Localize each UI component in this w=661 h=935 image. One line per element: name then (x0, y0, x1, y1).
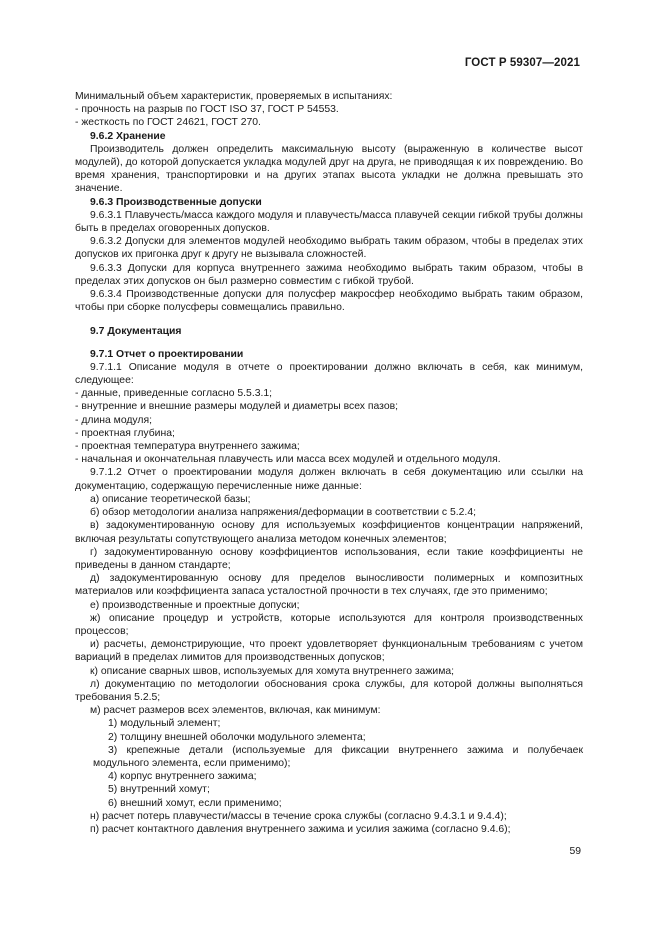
text-line: 9.7.1.2 Отчет о проектировании модуля должен включать в себя документацию или ссылки на документацию, содержащую перечисленные ниже данные: (75, 467, 583, 492)
text-line: 6) внешний хомут, если применимо; (108, 797, 282, 809)
text-line: Производитель должен определить максимальную высоту (выраженную в количестве высот модулей), до которой допускается укладка модулей друг на друга, не приводящая к их повреждению. Во время хранения, транспортировки и на других этапах высота укладки не должна превышать это значение. (75, 143, 583, 195)
text-line: д) задокументированную основу для пределов выносливости полимерных и композитных материалов или коэффициента запаса усталостной прочности в тех случаях, где это применимо; (75, 573, 583, 598)
text-line: 9.6.3.2 Допуски для элементов модулей необходимо выбрать таким образом, чтобы в пределах этих допусков их пригонка друг к другу не вызывала сложностей. (75, 236, 583, 261)
text-line: 9.6.3.1 Плавучесть/масса каждого модуля и плавучесть/масса плавучей секции гибкой трубы должны быть в пределах оговоренных допусков. (75, 209, 583, 235)
text-line: к) описание сварных швов, используемых для хомута внутреннего зажима; (90, 665, 455, 677)
text-line: - длина модуля; (75, 414, 152, 426)
text-line: 4) корпус внутреннего зажима; (108, 771, 257, 783)
document-code: ГОСТ Р 59307—2021 (464, 57, 580, 69)
text-line: 3) крепежные детали (используемые для фиксации внутреннего зажима и полубечаек модульного элемента, если применимо); (93, 744, 583, 769)
text-line: - данные, приведенные согласно 5.5.3.1; (75, 388, 273, 400)
text-line: 5) внутренний хомут; (108, 784, 210, 796)
text-line: ж) описание процедур и устройств, которые используются для контроля производственных процессов; (75, 612, 583, 637)
text-line: л) документацию по методологии обоснования срока службы, для которой должны выполняться требования 5.2.5; (75, 678, 583, 703)
text-line: 2) толщину внешней оболочки модульного элемента; (108, 731, 366, 743)
text-line: - внутренние и внешние размеры модулей и диаметры всех пазов; (75, 401, 399, 413)
text-line: 9.7.1.1 Описание модуля в отчете о проектировании должно включать в себя, как минимум, следующее: (75, 361, 583, 387)
text-line: 9.6.3.3 Допуски для корпуса внутреннего зажима необходимо выбрать таким образом, чтобы в пределах этих допусков он был размерно совместим с гибкой трубой. (75, 262, 583, 287)
text-line: п) расчет контактного давления внутреннего зажима и усилия зажима (согласно 9.4.6); (90, 823, 511, 835)
document-body (75, 90, 583, 836)
text-line: н) расчет потерь плавучести/массы в течение срока службы (согласно 9.4.3.1 и 9.4.4); (90, 810, 507, 822)
text-line: - проектная глубина; (75, 427, 175, 439)
text-line: - проектная температура внутреннего зажима; (75, 441, 300, 453)
text-line: 1) модульный элемент; (108, 718, 221, 730)
text-line: б) обзор методологии анализа напряжения/деформации в соответствии с 5.2.4; (90, 507, 476, 519)
text-line: 9.6.3 Производственные допуски (90, 196, 262, 208)
text-line: г) задокументированную основу коэффициентов использования, если такие коэффициенты не приведены в данном стандарте; (75, 546, 583, 571)
text-line: и) расчеты, демонстрирующие, что проект удовлетворяет функциональным требованиям с учетом вариаций в пределах лимитов для производственных допусков; (75, 639, 583, 664)
text-line: в) задокументированную основу для используемых коэффициентов концентрации напряжений, включая результаты сопутствующего анализа методом конечных элементов; (75, 520, 583, 545)
text-line: - прочность на разрыв по ГОСТ ISO 37, ГОСТ Р 54553. (75, 104, 339, 116)
text-line: а) описание теоретической базы; (90, 493, 251, 505)
page-number: 59 (569, 846, 581, 857)
text-line: 9.7.1 Отчет о проектировании (90, 348, 244, 360)
text-line: Минимальный объем характеристик, проверяемых в испытаниях: (75, 91, 393, 102)
text-line: 9.6.2 Хранение (90, 130, 166, 142)
text-line: - начальная и окончательная плавучесть или масса всех модулей и отдельного модуля. (75, 454, 501, 466)
text-line: 9.7 Документация (90, 326, 182, 338)
text-line: 9.6.3.4 Производственные допуски для полусфер макросфер необходимо выбрать таким образом, чтобы при сборке полусферы совмещались правильно. (75, 289, 583, 314)
text-line: м) расчет размеров всех элементов, включая, как минимум: (90, 705, 381, 717)
text-line: е) производственные и проектные допуски; (90, 599, 300, 611)
text-line: - жесткость по ГОСТ 24621, ГОСТ 270. (75, 117, 261, 129)
